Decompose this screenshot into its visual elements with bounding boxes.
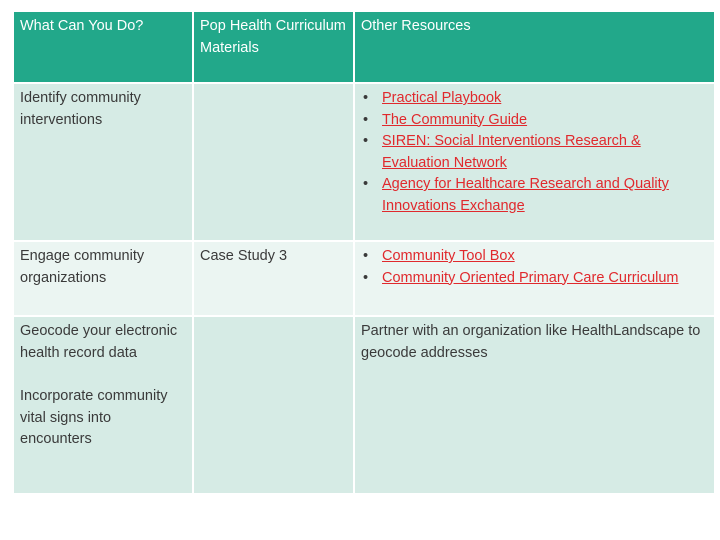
- resources-table: [12, 10, 716, 495]
- community-tool-box-link[interactable]: Community Tool Box: [382, 248, 515, 264]
- resource-list: [361, 88, 708, 217]
- list-item: [361, 246, 708, 268]
- action-cell: Identify community interventions: [14, 84, 192, 240]
- material-cell: Case Study 3: [194, 242, 353, 315]
- ahrq-innovations-link[interactable]: Agency for Healthcare Research and Quality Innovations Exchange: [382, 176, 669, 214]
- practical-playbook-link[interactable]: Practical Playbook: [382, 90, 502, 106]
- copc-curriculum-link[interactable]: Community Oriented Primary Care Curriculum: [382, 269, 679, 286]
- action-text: Geocode your electronic health record data: [20, 323, 178, 361]
- header-curriculum-materials: Pop Health Curriculum Materials: [194, 12, 353, 82]
- resources-cell: [355, 242, 714, 315]
- action-cell: [14, 317, 192, 493]
- table-row: [14, 242, 714, 315]
- table-row: [14, 84, 714, 240]
- resources-cell: [355, 84, 714, 240]
- table-row: [14, 317, 714, 493]
- resource-list: [361, 246, 708, 289]
- action-text: Incorporate community vital signs into encounters: [20, 388, 168, 447]
- header-what-can-you-do: What Can You Do?: [14, 12, 192, 82]
- siren-link[interactable]: SIREN: Social Interventions Research & Evaluation Network: [382, 133, 641, 171]
- list-item: [361, 110, 708, 132]
- list-item: [361, 174, 708, 217]
- list-item: [361, 88, 708, 110]
- action-cell: Engage community organizations: [14, 242, 192, 315]
- resources-cell: Partner with an organization like HealthLandscape to geocode addresses: [355, 317, 714, 493]
- list-item: [361, 131, 708, 174]
- material-cell: [194, 317, 353, 493]
- list-item: [361, 268, 708, 290]
- header-row: [14, 12, 714, 82]
- header-other-resources: Other Resources: [355, 12, 714, 82]
- material-cell: [194, 84, 353, 240]
- community-guide-link[interactable]: The Community Guide: [382, 111, 528, 128]
